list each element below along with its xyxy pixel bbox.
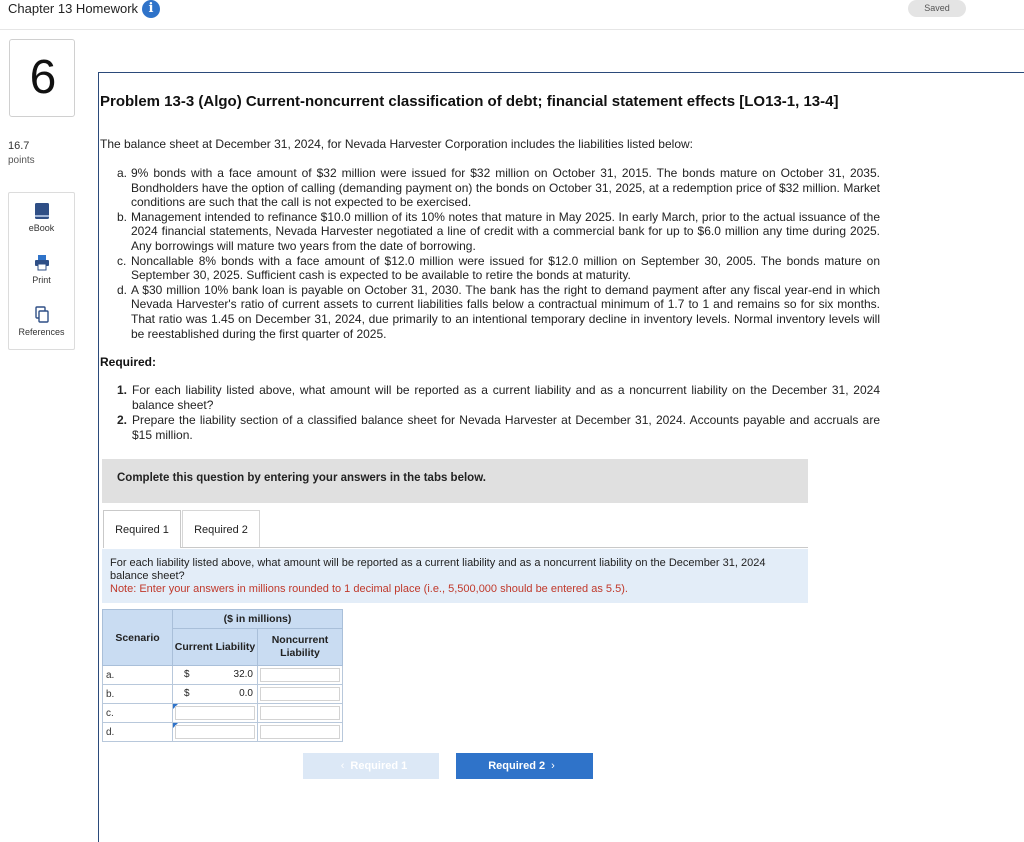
requirement-text: For each liability listed above, what amount will be reported as a current liability and as a noncurrent liability on the December 31, 2024 balance sheet? <box>132 383 880 412</box>
assignment-title: Chapter 13 Homework <box>8 1 139 16</box>
input-box <box>175 725 255 739</box>
currency-symbol: $ <box>184 688 190 699</box>
current-liability-input[interactable] <box>173 723 258 742</box>
requirements-list <box>117 383 880 443</box>
item-letter: d. <box>117 282 128 297</box>
tab-required-1[interactable]: Required 1 <box>103 510 181 548</box>
list-item <box>117 166 880 210</box>
requirement-number: 2. <box>117 413 128 427</box>
copy-icon <box>34 306 50 324</box>
next-tab-label: Required 2 <box>488 760 546 772</box>
print-label: Print <box>32 275 51 285</box>
instruction-text: Complete this question by entering your answers in the tabs below. <box>117 472 486 484</box>
saved-status-badge: Saved <box>908 0 966 17</box>
previous-tab-label: Required 1 <box>350 760 408 772</box>
instruction-banner <box>102 459 808 503</box>
currency-symbol: $ <box>184 669 190 680</box>
list-item <box>117 413 880 443</box>
scenario-cell: d. <box>103 723 173 742</box>
table-row <box>103 685 343 704</box>
noncurrent-liability-header: Noncurrent Liability <box>258 629 343 666</box>
table-row <box>103 723 343 742</box>
list-item <box>117 254 880 283</box>
ebook-button[interactable] <box>9 193 74 245</box>
list-item <box>117 283 880 341</box>
info-icon[interactable]: i <box>142 0 160 18</box>
table-row <box>103 704 343 723</box>
noncurrent-liability-input[interactable] <box>258 666 343 685</box>
chevron-right-icon: › <box>551 760 555 772</box>
scenario-cell: a. <box>103 666 173 685</box>
noncurrent-liability-input[interactable] <box>258 685 343 704</box>
current-liability-value: 32.0 <box>233 669 253 680</box>
problem-title: Problem 13-3 (Algo) Current-noncurrent classification of debt; financial statement effects [LO13-1, 13-4] <box>100 93 839 110</box>
requirement-text: Prepare the liability section of a classified balance sheet for Nevada Harvester at December 31, 2024. Accounts payable and accruals are $15 million. <box>132 413 880 442</box>
noncurrent-liability-input[interactable] <box>258 723 343 742</box>
tab-required-2[interactable]: Required 2 <box>182 510 260 548</box>
problem-intro: The balance sheet at December 31, 2024, for Nevada Harvester Corporation includes the liabilities listed below: <box>100 137 693 151</box>
answer-table <box>102 609 343 742</box>
scenario-cell: c. <box>103 704 173 723</box>
next-tab-button[interactable] <box>456 753 593 779</box>
item-text: Management intended to refinance $10.0 million of its 10% notes that mature in May 2025. In early March, prior to the actual issuance of the 2024 financial statements, Nevada Harvester negotiated a line of credit with a commercial bank for up to $6.0 million any time during 2025. Any borrowings will mature two years from the date of borrowing. <box>131 209 880 253</box>
ebook-label: eBook <box>28 223 55 233</box>
item-text: A $30 million 10% bank loan is payable on October 31, 2030. The bank has the right to demand payment after any fiscal year-end in which Nevada Harvester's ratio of current assets to current liabilities falls below a contractual minimum of 1.7 to 1 and remains so for six months. That ratio was 1.45 on December 31, 2024, due primarily to an intentional temporary decline in inventory levels. Normal inventory levels will be reestablished during the first quarter of 2025. <box>131 282 880 341</box>
current-liability-header: Current Liability <box>173 629 258 666</box>
rounding-note: Note: Enter your answers in millions rounded to 1 decimal place (i.e., 5,500,000 should be entered as 5.5). <box>110 583 628 595</box>
tools-panel <box>8 192 75 350</box>
input-box <box>260 706 340 720</box>
references-button[interactable] <box>9 297 74 349</box>
question-prompt: For each liability listed above, what amount will be reported as a current liability and as a noncurrent liability on the December 31, 2024 balance sheet? <box>110 557 766 582</box>
units-header: ($ in millions) <box>173 610 343 629</box>
question-number-box <box>9 39 75 117</box>
noncurrent-liability-input[interactable] <box>258 704 343 723</box>
input-box <box>260 687 340 701</box>
book-icon <box>34 202 50 220</box>
points-value: 16.7 <box>8 140 30 152</box>
list-item <box>117 383 880 413</box>
list-item <box>117 210 880 254</box>
scenario-header: Scenario <box>103 610 173 666</box>
current-liability-input[interactable] <box>173 666 258 685</box>
top-bar <box>0 0 1024 30</box>
input-box <box>260 668 340 682</box>
current-liability-input[interactable] <box>173 704 258 723</box>
table-row <box>103 666 343 685</box>
requirement-number: 1. <box>117 383 128 397</box>
printer-icon <box>34 254 50 272</box>
current-liability-input[interactable] <box>173 685 258 704</box>
input-box <box>260 725 340 739</box>
required-heading: Required: <box>100 355 157 369</box>
points-label: points <box>8 155 35 166</box>
item-text: Noncallable 8% bonds with a face amount of $12.0 million were issued for $12.0 million on September 30, 2005. The bonds mature on September 30, 2025. Sufficient cash is expected to be available to retire the bonds at maturity. <box>131 253 880 283</box>
question-number: 6 <box>29 51 57 104</box>
input-box <box>175 706 255 720</box>
liability-list <box>117 166 880 341</box>
references-label: References <box>18 327 65 337</box>
current-liability-value: 0.0 <box>239 688 253 699</box>
item-letter: a. <box>117 166 128 180</box>
question-prompt-panel <box>102 549 808 603</box>
previous-tab-button[interactable] <box>303 753 439 779</box>
scenario-cell: b. <box>103 685 173 704</box>
tab-divider <box>181 547 808 548</box>
item-letter: b. <box>117 209 128 224</box>
item-text: 9% bonds with a face amount of $32 million were issued for $32 million on October 31, 2015. The bonds mature on October 31, 2035. Bondholders have the option of calling (demanding payment on) the bonds on October 31, 2025, at a redemption price of $32 million. Market conditions are such that the call is not expected to be exercised. <box>131 166 880 210</box>
item-letter: c. <box>117 253 127 268</box>
chevron-left-icon: ‹ <box>340 760 345 772</box>
print-button[interactable] <box>9 245 74 297</box>
